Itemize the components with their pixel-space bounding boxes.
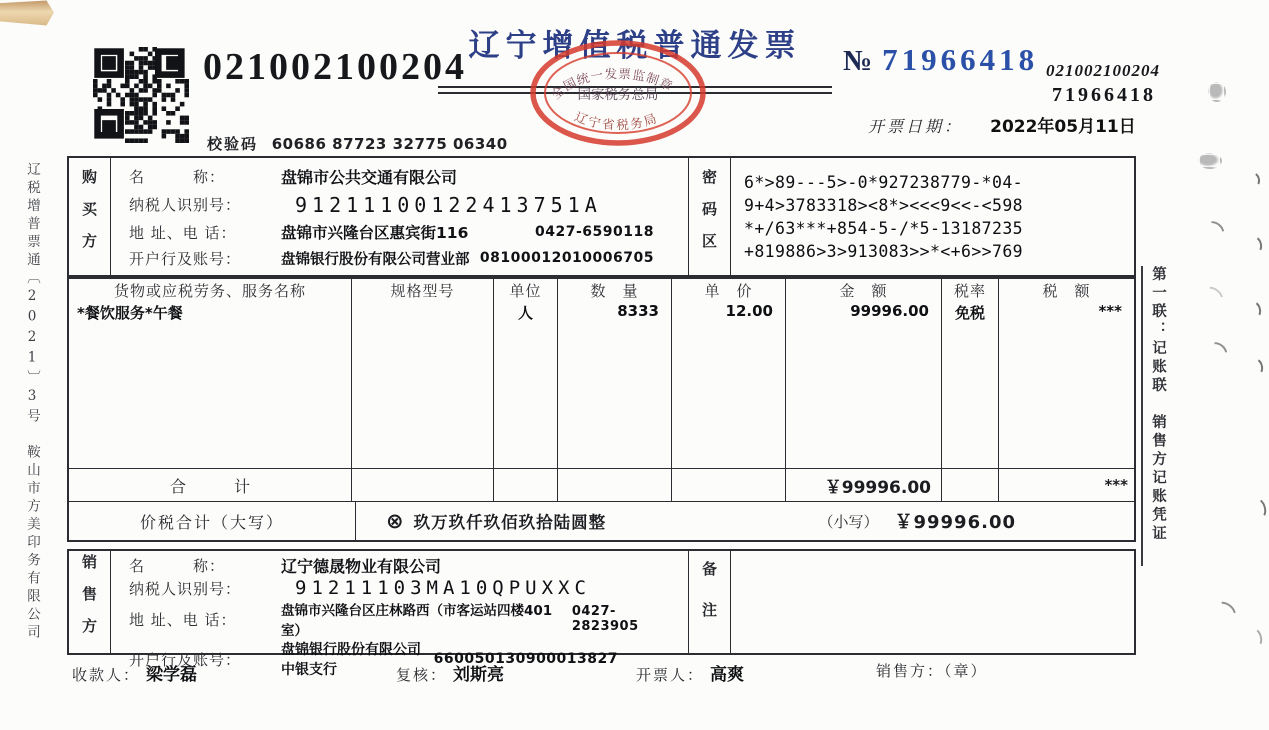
total-price-cell [672,469,786,501]
buyer-phone: 0427-6590118 [535,224,654,241]
punch-mark [1246,627,1264,650]
punch-mark [1198,153,1222,169]
total-spec-cell [352,469,494,501]
check-code-value: 60686 87723 32775 06340 [271,135,508,153]
punch-mark [1200,217,1228,245]
amount-in-words-label: 价税合计（大写） [69,502,356,540]
seller-address-label: 地 址、电 话： [129,610,237,629]
issue-date-value: 2022年05月11日 [990,117,1136,137]
buyer-bank: 盘锦银行股份有限公司营业部 [281,251,470,268]
signature-row [67,660,1136,686]
total-unit-cell [494,469,558,501]
buyer-bank-row [129,248,688,269]
seller-account: 660050130900013827 [433,651,618,667]
invoice-title: 辽宁增值税普通发票 [468,28,802,64]
item-unit: 人 [517,304,533,322]
buyer-name-row [129,165,688,188]
seller-seal-label: 销售方：（章） [876,662,988,680]
payee-label: 收款人： [72,666,141,684]
remarks-content [731,551,1134,653]
total-tax: *** [1104,476,1128,494]
amount-in-figures-label: （小写） [818,512,879,531]
seller-name: 辽宁德晟物业有限公司 [281,557,442,576]
punch-mark [1208,82,1226,102]
side-invoice-number: 71966418 [1052,84,1156,106]
column-tax-amount [999,279,1134,468]
qr-code [88,47,194,143]
seller-tin: 91211103MA10QPUXXC [295,577,591,599]
item-tax-amount: *** [1098,302,1122,320]
column-quantity [558,279,672,468]
total-label: 合 计 [169,476,250,496]
table-columns [69,279,1134,468]
buyer-address: 盘锦市兴隆台区惠宾街116 [281,224,469,243]
item-unit-price: 12.00 [725,302,773,320]
buyer-party-label: 购买方 [69,158,111,275]
seller-name-label: 名 称： [129,557,226,575]
side-machine-code: 021002100204 [1046,61,1160,80]
buyer-section [67,156,1136,277]
column-unit [494,279,558,468]
item-amount: 99996.00 [850,302,929,320]
copy-info-strip: 第一联：记账联 销售方记账凭证 [1141,266,1169,566]
reviewer-label: 复核： [396,666,448,684]
password-line: *+/63***+854-5-/*5-13187235 [744,219,1024,238]
punch-mark [1199,283,1226,309]
buyer-account: 08100012010006705 [479,250,654,267]
item-tax-rate: 免税 [954,304,985,322]
header-quantity: 数 量 [590,282,639,300]
header-amount: 金 额 [839,282,888,300]
no-sign: № [843,45,873,77]
seller-tin-row [129,577,688,599]
punch-mark [1245,300,1263,321]
buyer-tin-label: 纳税人识别号： [129,196,242,215]
column-amount [786,279,942,468]
pencil-tip-decoration [0,0,54,26]
punch-mark [1246,235,1264,256]
total-qty-cell [558,469,672,501]
header-tax-amount: 税 额 [1042,282,1091,300]
amount-in-figures-group [818,508,1016,534]
password-area-content [731,158,1134,275]
items-table [67,277,1136,542]
print-house-info: 辽税增普票通〔2021〕3号 鞍山市方美印务有限公司 [24,162,40,643]
total-tax-cell [999,469,1134,501]
item-quantity: 8333 [617,302,659,320]
column-item-name [69,279,352,468]
buyer-tin: 91211100122413751A [295,192,602,217]
amount-in-words: 玖万玖仟玖佰玖拾陆圆整 [413,513,607,532]
check-code-row [207,133,508,154]
invoice-number-row [843,42,1038,78]
amount-in-words-row [69,501,1134,540]
totals-row [69,468,1134,501]
payee-name: 梁学磊 [146,665,198,685]
payee-group [72,660,197,685]
stamp-bottom-text: 辽宁省税务局 [572,108,661,133]
seller-name-row [129,554,688,577]
punch-mark [1247,357,1265,378]
password-line: 9+4>3783318><8*><<<9<<-<598 [744,196,1024,215]
buyer-address-row [129,221,688,243]
total-amount-cell [786,469,942,501]
remarks-label: 备注 [689,551,731,653]
header-tax-rate: 税率 [953,282,986,300]
punch-mark [1203,338,1231,366]
machine-code: 021002100204 [203,46,467,88]
issue-date-row [868,112,1136,137]
buyer-address-label: 地 址、电 话： [129,223,237,242]
issue-date-label: 开票日期： [868,117,964,136]
seller-seal-group [876,660,988,681]
header-item-name: 货物或应税劳务、服务名称 [113,282,306,300]
punch-mark [1244,171,1261,190]
total-rate-cell [942,469,999,501]
invoice-number: 71966418 [882,42,1039,77]
seller-address-row [129,599,688,639]
seller-party-label: 销售方 [69,551,111,653]
seller-bank-label: 开户行及账号： [129,650,242,669]
stamp-top-text: 全国统一发票监制章 [548,65,676,103]
check-code-label: 校验码 [207,135,259,153]
reviewer-group [396,660,504,685]
drawer-group [636,660,744,685]
total-label-cell [69,469,352,501]
buyer-bank-label: 开户行及账号： [129,249,242,268]
buyer-info [111,158,689,275]
column-unit-price [672,279,786,468]
header-unit: 单位 [509,282,542,300]
buyer-name-label: 名 称： [129,168,226,187]
tax-supervision-stamp-icon [527,37,709,149]
seller-tin-label: 纳税人识别号： [129,579,242,598]
buyer-name: 盘锦市公共交通有限公司 [281,168,458,188]
stamp-middle-text: 国家税务总局 [577,87,659,103]
item-name: *餐饮服务*午餐 [77,304,183,322]
amount-in-figures: ￥99996.00 [894,512,1016,533]
amount-in-words-content [356,508,1134,534]
column-spec [352,279,494,468]
password-area-label: 密码区 [689,158,731,275]
column-tax-rate [942,279,999,468]
password-line: +819886>3>913083>>*<+6>>769 [744,242,1024,261]
password-line: 6*>89---5>-0*927238779-*04- [744,173,1024,192]
drawer-label: 开票人： [636,666,705,684]
seller-phone: 0427-2823905 [571,604,639,634]
drawer-name: 高爽 [710,665,745,685]
buyer-tin-row [129,193,688,217]
circled-x-icon: ⊗ [386,509,404,533]
header-spec: 规格型号 [390,282,455,300]
punch-mark [1248,496,1269,521]
seller-address: 盘锦市兴隆台区庄林路西（市客运站四楼401室） [281,603,553,639]
total-amount: ￥99996.00 [824,477,931,498]
header-unit-price: 单 价 [704,282,753,300]
reviewer-name: 刘斯亮 [453,665,505,685]
punch-mark [1210,598,1240,627]
seller-bank: 盘锦银行股份有限公司中银支行 [281,642,421,678]
